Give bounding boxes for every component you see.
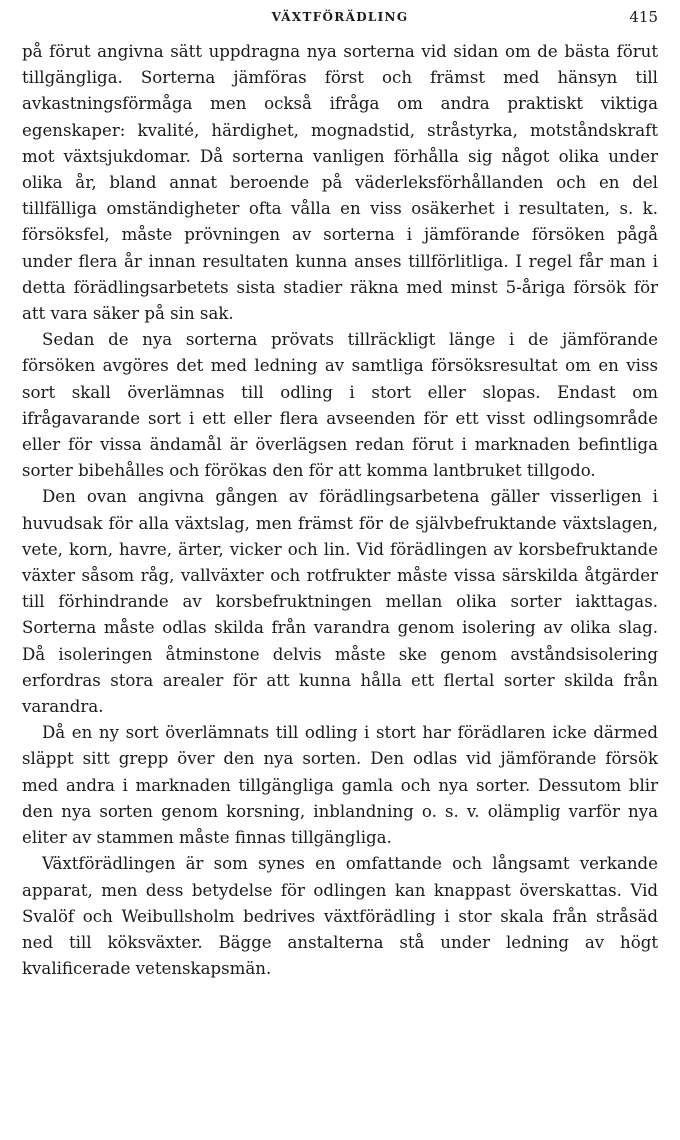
- running-header: [22, 6, 658, 32]
- body-text: [22, 39, 658, 982]
- paragraph: Den ovan angivna gången av förädlingsarbetena gäller visserligen i huvudsak för alla växtslag, men främst för de självbefruktande växtslagen, vete, korn, havre, ärter, vicker och lin. Vid förädlingen av korsbefruktande växter såsom råg, vallväxter och rotfrukter måste vissa särskilda åtgärder till förhindrande av korsbefruktningen mellan olika sorter iakttagas. Sorterna måste odlas skilda från varandra genom isolering av olika slag. Då isoleringen åtminstone delvis måste ske genom avståndsisolering erfordras stora arealer för att kunna hålla ett flertal sorter skilda från varandra.: [22, 487, 658, 717]
- page-number: 415: [629, 8, 658, 26]
- paragraph-continued: på förut angivna sätt uppdragna nya sorterna vid sidan om de bästa förut tillgängliga. Sorterna jämföras först och främst med hänsyn till avkastningsförmåga men också ifråga om andra praktiskt viktiga egenskaper: kvalité, härdighet, mognadstid, stråstyrka, motståndskraft mot växtsjukdomar. Då sorterna vanligen förhålla sig något olika under olika år, bland annat beroende på väderleksförhållanden och en del tillfälliga omständigheter ofta vålla en viss osäkerhet i resultaten, s. k. försöksfel, måste prövningen av sorterna i jämförande försöken pågå under flera år innan resultaten kunna anses tillförlitliga. I regel får man i detta förädlingsarbetets sista stadier räkna med minst 5-åriga försök för att vara säker på sin sak.: [22, 42, 658, 324]
- paragraph: Växtförädlingen är som synes en omfattande och långsamt verkande apparat, men dess betydelse för odlingen kan knappast överskattas. Vid Svalöf och Weibullsholm bedrives växtförädling i stor skala från stråsäd ned till köksväxter. Bägge anstalterna stå under ledning av högt kvalificerade vetenskapsmän.: [22, 854, 658, 979]
- paragraph: Sedan de nya sorterna prövats tillräckligt länge i de jämförande försöken avgöres det med ledning av samtliga försöksresultat om en viss sort skall överlämnas till odling i stort eller slopas. Endast om ifrågavarande sort i ett eller flera avseenden för ett visst odlingsområde eller för vissa ändamål är överlägsen redan förut i marknaden befintliga sorter bibehålles och förökas den för att komma lantbruket tillgodo.: [22, 330, 658, 481]
- book-page: [22, 6, 658, 982]
- paragraph: Då en ny sort överlämnats till odling i stort har förädlaren icke därmed släppt sitt grepp över den nya sorten. Den odlas vid jämförande försök med andra i marknaden tillgängliga gamla och nya sorter. Dessutom blir den nya sorten genom korsning, inblandning o. s. v. olämplig varför nya eliter av stammen måste finnas tillgängliga.: [22, 723, 658, 848]
- running-title: VÄXTFÖRÄDLING: [271, 10, 409, 24]
